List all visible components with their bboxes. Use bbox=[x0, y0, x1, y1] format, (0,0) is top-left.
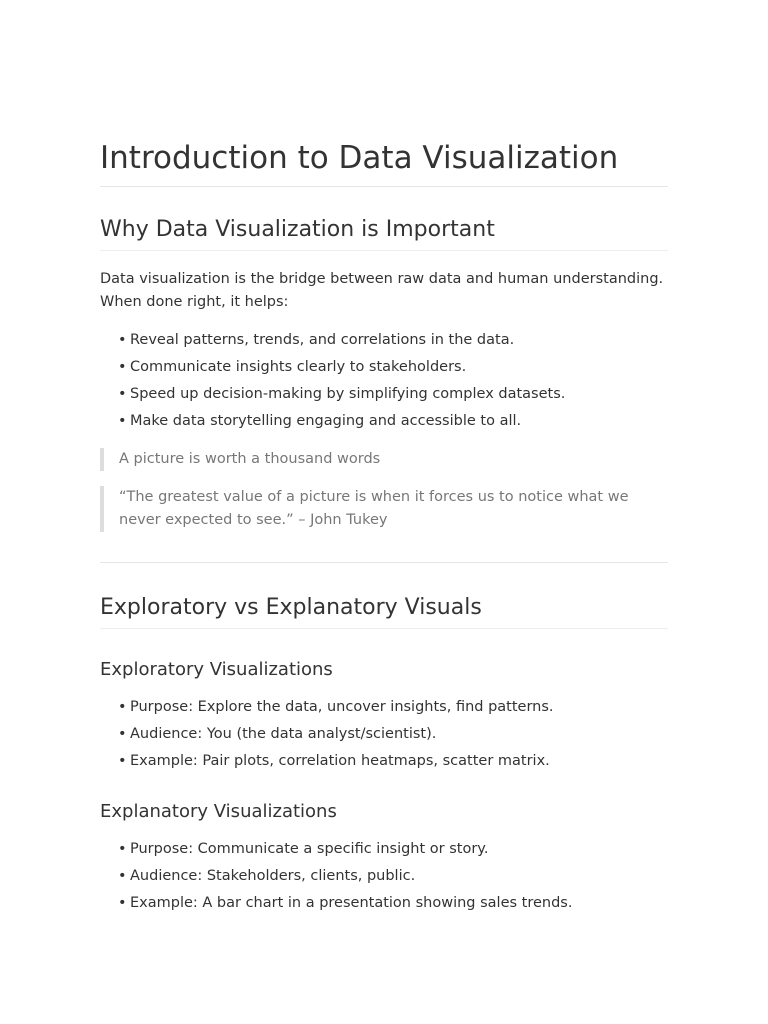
blockquote-short: A picture is worth a thousand words bbox=[100, 448, 668, 471]
bullet-icon: • bbox=[118, 386, 127, 402]
list-item: • Speed up decision-making by simplifying complex datasets. bbox=[118, 381, 668, 408]
page-title: Introduction to Data Visualization bbox=[100, 136, 668, 187]
list-item: • Reveal patterns, trends, and correlations in the data. bbox=[118, 327, 668, 354]
bullet-icon: • bbox=[118, 895, 127, 911]
bullet-icon: • bbox=[118, 699, 127, 715]
section-heading-importance: Why Data Visualization is Important bbox=[100, 214, 668, 251]
list-item: • Communicate insights clearly to stakeholders. bbox=[118, 354, 668, 381]
list-item: • Purpose: Communicate a specific insight or story. bbox=[118, 836, 668, 863]
list-item: • Audience: Stakeholders, clients, public. bbox=[118, 863, 668, 890]
explanatory-list bbox=[118, 836, 668, 917]
bullet-icon: • bbox=[118, 726, 127, 742]
intro-paragraph: Data visualization is the bridge between raw data and human understanding. When done right, it helps: bbox=[100, 271, 664, 310]
subheading-explanatory: Explanatory Visualizations bbox=[100, 801, 337, 822]
blockquote-tukey: “The greatest value of a picture is when it forces us to notice what we never expected to see.” – John Tukey bbox=[100, 486, 668, 532]
subheading-exploratory: Exploratory Visualizations bbox=[100, 659, 333, 680]
bullet-icon: • bbox=[118, 868, 127, 884]
list-item: • Make data storytelling engaging and accessible to all. bbox=[118, 408, 668, 435]
list-item: • Audience: You (the data analyst/scientist). bbox=[118, 721, 668, 748]
list-item: • Example: Pair plots, correlation heatmaps, scatter matrix. bbox=[118, 748, 668, 775]
importance-list bbox=[118, 327, 668, 435]
section-heading-exploratory-vs-explanatory: Exploratory vs Explanatory Visuals bbox=[100, 592, 668, 629]
horizontal-rule bbox=[100, 562, 668, 563]
bullet-icon: • bbox=[118, 413, 127, 429]
bullet-icon: • bbox=[118, 332, 127, 348]
bullet-icon: • bbox=[118, 359, 127, 375]
list-item: • Purpose: Explore the data, uncover insights, find patterns. bbox=[118, 694, 668, 721]
list-item: • Example: A bar chart in a presentation showing sales trends. bbox=[118, 890, 668, 917]
bullet-icon: • bbox=[118, 753, 127, 769]
exploratory-list bbox=[118, 694, 668, 775]
bullet-icon: • bbox=[118, 841, 127, 857]
